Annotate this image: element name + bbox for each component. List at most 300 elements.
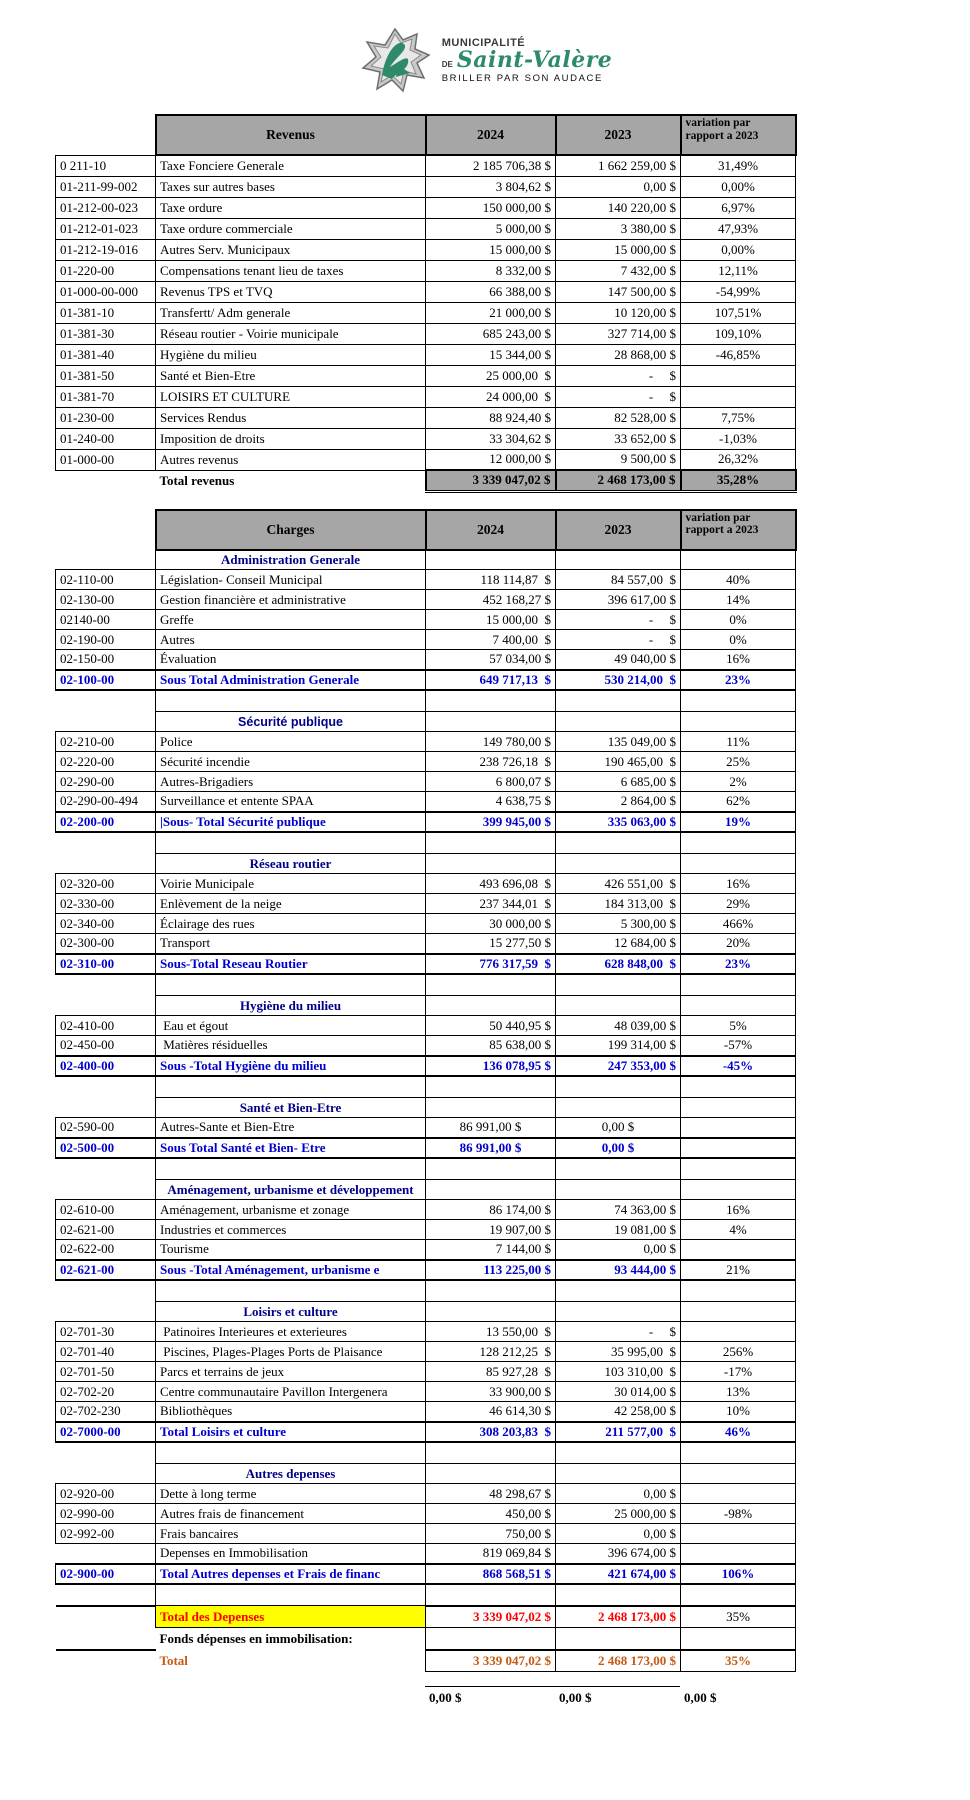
cell-2024: 57 034,00 $ <box>426 650 556 670</box>
cell-label: Bibliothèques <box>156 1402 426 1422</box>
cell-variation: 46% <box>681 1422 796 1442</box>
charges-row <box>56 570 796 590</box>
cell-2023: 135 049,00 $ <box>556 732 681 752</box>
cell-2023: 2 864,00 $ <box>556 792 681 812</box>
cell-empty <box>556 1280 681 1302</box>
section-title: Hygiène du milieu <box>156 996 426 1016</box>
cell-label: Patinoires Interieures et exterieures <box>156 1322 426 1342</box>
cell-2023: 211 577,00 $ <box>556 1422 681 1442</box>
cell-empty <box>556 1158 681 1180</box>
cell-empty <box>556 832 681 854</box>
revenus-header-row <box>56 115 796 155</box>
cell-variation: 20% <box>681 934 796 954</box>
charges-section-row <box>56 996 796 1016</box>
cell-label: Transfertt/ Adm generale <box>156 302 426 323</box>
cell-account-code: 02-410-00 <box>56 1016 156 1036</box>
cell-2024: 7 144,00 $ <box>426 1240 556 1260</box>
cell-label: Depenses en Immobilisation <box>156 1544 426 1564</box>
municipality-logo-icon <box>358 27 432 95</box>
cell-account-code: 02-100-00 <box>56 670 156 690</box>
cell-2024 <box>426 550 556 570</box>
cell-variation: -57% <box>681 1036 796 1056</box>
charges-row <box>56 1484 796 1504</box>
cell-2023: 103 310,00 $ <box>556 1362 681 1382</box>
cell-empty <box>681 1280 796 1302</box>
cell-2023 <box>556 1464 681 1484</box>
cell-2023: 140 220,00 $ <box>556 197 681 218</box>
charges-row <box>56 914 796 934</box>
charges-subtotal-row <box>56 1260 796 1280</box>
cell-2024: 5 000,00 $ <box>426 218 556 239</box>
cell-2024: 15 277,50 $ <box>426 934 556 954</box>
cell-2024: 819 069,84 $ <box>426 1544 556 1564</box>
cell-2024: 399 945,00 $ <box>426 812 556 832</box>
cell-label: Sous -Total Aménagement, urbanisme e <box>156 1260 426 1280</box>
cell-label: Eau et égout <box>156 1016 426 1036</box>
cell-empty <box>56 550 156 570</box>
cell-empty <box>681 974 796 996</box>
column-variation: variation par rapport a 2023 <box>681 510 796 550</box>
revenue-row <box>56 155 796 176</box>
cell-label: Sécurité incendie <box>156 752 426 772</box>
revenue-row <box>56 176 796 197</box>
cell-2023: 25 000,00 $ <box>556 1504 681 1524</box>
cell-2024: 450,00 $ <box>426 1504 556 1524</box>
cell-label: Matières résiduelles <box>156 1036 426 1056</box>
cell-label: Frais bancaires <box>156 1524 426 1544</box>
cell-2023: - $ <box>556 630 681 650</box>
cell-label: Sous-Total Reseau Routier <box>156 954 426 974</box>
header-empty-cell <box>56 115 156 155</box>
revenus-table <box>55 114 797 493</box>
cell-label: Sous Total Administration Generale <box>156 670 426 690</box>
cell-2023: 2 468 173,00 $ <box>556 470 681 491</box>
cell-2024: 128 212,25 $ <box>426 1342 556 1362</box>
charges-row <box>56 792 796 812</box>
cell-2024 <box>426 1464 556 1484</box>
cell-2024: 7 400,00 $ <box>426 630 556 650</box>
cell-2024: 25 000,00 $ <box>426 365 556 386</box>
cell-2024: 237 344,01 $ <box>426 894 556 914</box>
cell-2023: 6 685,00 $ <box>556 772 681 792</box>
charges-section-row <box>56 712 796 732</box>
cell-2024: 30 000,00 $ <box>426 914 556 934</box>
cell-label: Surveillance et entente SPAA <box>156 792 426 812</box>
charges-subtotal-row <box>56 812 796 832</box>
cell-2024: 15 344,00 $ <box>426 344 556 365</box>
cell-label: Parcs et terrains de jeux <box>156 1362 426 1382</box>
cell-account-code: 02-702-20 <box>56 1382 156 1402</box>
cell-empty <box>56 1076 156 1098</box>
cell-label: Réseau routier - Voirie municipale <box>156 323 426 344</box>
cell-2023 <box>556 1628 681 1650</box>
charges-header-row <box>56 510 796 550</box>
cell-account-code: 01-000-00 <box>56 449 156 470</box>
cell-label: Taxe ordure <box>156 197 426 218</box>
cell-label: Autres revenus <box>156 449 426 470</box>
cell-label: Législation- Conseil Municipal <box>156 570 426 590</box>
cell-2023: 0,00 $ <box>556 176 681 197</box>
charges-row <box>56 1036 796 1056</box>
cell-2023: 1 662 259,00 $ <box>556 155 681 176</box>
cell-2024 <box>426 1098 556 1118</box>
cell-2024: 66 388,00 $ <box>426 281 556 302</box>
cell-empty <box>156 1280 426 1302</box>
cell-2024: 2 185 706,38 $ <box>426 155 556 176</box>
header-empty-cell <box>56 510 156 550</box>
cell-variation: 13% <box>681 1382 796 1402</box>
cell-variation: -1,03% <box>681 428 796 449</box>
cell-account-code <box>56 1544 156 1564</box>
cell-empty <box>56 1442 156 1464</box>
cell-empty <box>556 690 681 712</box>
charges-row <box>56 1402 796 1422</box>
cell-account-code: 02-400-00 <box>56 1056 156 1076</box>
cell-label: Taxe Fonciere Generale <box>156 155 426 176</box>
cell-empty <box>56 1098 156 1118</box>
cell-variation <box>681 1302 796 1322</box>
cell-2024: 3 339 047,02 $ <box>426 1650 556 1672</box>
cell-2024: 868 568,51 $ <box>426 1564 556 1584</box>
cell-2023: 335 063,00 $ <box>556 812 681 832</box>
charges-section-row <box>56 1098 796 1118</box>
cell-variation <box>681 996 796 1016</box>
cell-empty <box>156 974 426 996</box>
cell-empty <box>426 1076 556 1098</box>
cell-variation: 2% <box>681 772 796 792</box>
funds-label: Fonds dépenses en immobilisation: <box>159 1630 353 1646</box>
grand-total-label: Total <box>159 1652 188 1668</box>
cell-account-code: 01-240-00 <box>56 428 156 449</box>
charges-row <box>56 630 796 650</box>
cell-empty <box>155 1687 425 1709</box>
charges-row <box>56 732 796 752</box>
charges-row <box>56 1016 796 1036</box>
cell-2023: 42 258,00 $ <box>556 1402 681 1422</box>
cell-variation: 29% <box>681 894 796 914</box>
cell-empty <box>56 1606 156 1628</box>
cell-2024: 48 298,67 $ <box>426 1484 556 1504</box>
cell-2024: 649 717,13 $ <box>426 670 556 690</box>
cell-variation: 21% <box>681 1260 796 1280</box>
cell-label: Autres-Sante et Bien-Etre <box>156 1118 426 1138</box>
cell-2023: 82 528,00 $ <box>556 407 681 428</box>
cell-2023: 9 500,00 $ <box>556 449 681 470</box>
cell-label: Imposition de droits <box>156 428 426 449</box>
charges-row <box>56 610 796 630</box>
cell-variation: 26,32% <box>681 449 796 470</box>
charges-row <box>56 1240 796 1260</box>
revenue-row <box>56 365 796 386</box>
charges-subtotal-row <box>56 1138 796 1158</box>
charges-section-row <box>56 550 796 570</box>
cell-2023: 421 674,00 $ <box>556 1564 681 1584</box>
cell-empty <box>55 1687 155 1709</box>
spacer-row <box>56 690 796 712</box>
cell-2024 <box>426 1302 556 1322</box>
cell-label: Police <box>156 732 426 752</box>
cell-variation: 10% <box>681 1402 796 1422</box>
cell-2024: 308 203,83 $ <box>426 1422 556 1442</box>
column-2024: 2024 <box>426 115 556 155</box>
cell-variation <box>681 1180 796 1200</box>
cell-2023: 2 468 173,00 $ <box>556 1606 681 1628</box>
cell-empty <box>156 832 426 854</box>
cell-variation <box>681 1464 796 1484</box>
cell-2024: 33 304,62 $ <box>426 428 556 449</box>
cell-empty <box>56 1464 156 1484</box>
cell-2023: 396 617,00 $ <box>556 590 681 610</box>
cell-account-code: 02-621-00 <box>56 1220 156 1240</box>
cell-2023: 0,00 $ <box>556 1118 681 1138</box>
logo-text-block <box>442 38 613 85</box>
cell-empty <box>681 1076 796 1098</box>
cell-account-code: 02-622-00 <box>56 1240 156 1260</box>
cell-2023: 147 500,00 $ <box>556 281 681 302</box>
column-2024: 2024 <box>426 510 556 550</box>
cell-2023: 84 557,00 $ <box>556 570 681 590</box>
grand-total-row <box>56 1650 796 1672</box>
cell-2024: 88 924,40 $ <box>426 407 556 428</box>
charges-row <box>56 590 796 610</box>
cell-account-code: 02-320-00 <box>56 874 156 894</box>
cell-2024: 776 317,59 $ <box>426 954 556 974</box>
cell-2023: - $ <box>556 365 681 386</box>
cell-account-code: 02-110-00 <box>56 570 156 590</box>
column-2023: 2023 <box>556 115 681 155</box>
charges-row <box>56 1118 796 1138</box>
cell-variation <box>681 550 796 570</box>
cell-variation: 107,51% <box>681 302 796 323</box>
spacer-row <box>56 832 796 854</box>
cell-empty <box>681 1442 796 1464</box>
cell-2024: 3 339 047,02 $ <box>426 470 556 491</box>
revenue-row <box>56 197 796 218</box>
cell-2023 <box>556 1098 681 1118</box>
cell-variation: 5% <box>681 1016 796 1036</box>
cell-label: Total Autres depenses et Frais de financ <box>156 1564 426 1584</box>
column-variation: variation par rapport a 2023 <box>681 115 796 155</box>
cell-2024: 493 696,08 $ <box>426 874 556 894</box>
cell-variation: 40% <box>681 570 796 590</box>
cell-account-code: 02-590-00 <box>56 1118 156 1138</box>
cell-label: Sous Total Santé et Bien- Etre <box>156 1138 426 1158</box>
cell-account-code: 02-7000-00 <box>56 1422 156 1442</box>
cell-2024: 15 000,00 $ <box>426 239 556 260</box>
cell-variation <box>681 386 796 407</box>
cell-label: Autres frais de financement <box>156 1504 426 1524</box>
section-title: Administration Generale <box>156 550 426 570</box>
cell-account-code: 01-230-00 <box>56 407 156 428</box>
cell-variation: 4% <box>681 1220 796 1240</box>
section-title: Réseau routier <box>156 854 426 874</box>
cell-2024: 685 243,00 $ <box>426 323 556 344</box>
cell-2023: - $ <box>556 610 681 630</box>
cell-account-code: 02-150-00 <box>56 650 156 670</box>
cell-2024 <box>426 712 556 732</box>
cell-account-code: 01-212-19-016 <box>56 239 156 260</box>
cell-empty <box>56 712 156 732</box>
cell-variation: 11% <box>681 732 796 752</box>
cell-label: Tourisme <box>156 1240 426 1260</box>
spacer-row <box>56 1158 796 1180</box>
cell-account-code: 02-900-00 <box>56 1564 156 1584</box>
cell-label: Total Loisirs et culture <box>156 1422 426 1442</box>
cell-label: Revenus TPS et TVQ <box>156 281 426 302</box>
cell-empty <box>426 1158 556 1180</box>
spacer-row <box>56 1584 796 1606</box>
cell-2023: 199 314,00 $ <box>556 1036 681 1056</box>
cell-empty <box>556 1442 681 1464</box>
cell-variation: 7,75% <box>681 407 796 428</box>
cell-2024: 21 000,00 $ <box>426 302 556 323</box>
cell-label: Évaluation <box>156 650 426 670</box>
revenue-row <box>56 260 796 281</box>
revenus-title: Revenus <box>156 115 426 155</box>
cell-2023: 426 551,00 $ <box>556 874 681 894</box>
cell-variation: 109,10% <box>681 323 796 344</box>
cell-empty <box>56 690 156 712</box>
cell-2023 <box>556 712 681 732</box>
cell-2024: 86 991,00 $ <box>426 1138 556 1158</box>
cell-empty <box>56 832 156 854</box>
cell-label: Éclairage des rues <box>156 914 426 934</box>
charges-section-row <box>56 1302 796 1322</box>
cell-variation: 14% <box>681 590 796 610</box>
cell-account-code: 02-992-00 <box>56 1524 156 1544</box>
cell-variation: -17% <box>681 1362 796 1382</box>
cell-variation: 62% <box>681 792 796 812</box>
charges-row <box>56 752 796 772</box>
cell-2023: 15 000,00 $ <box>556 239 681 260</box>
cell-variation: 0,00% <box>681 239 796 260</box>
cell-account-code: 02-920-00 <box>56 1484 156 1504</box>
cell-account-code: 01-381-40 <box>56 344 156 365</box>
cell-2024: 113 225,00 $ <box>426 1260 556 1280</box>
cell-empty <box>426 690 556 712</box>
cell-account-code: 0 211-10 <box>56 155 156 176</box>
charges-row <box>56 650 796 670</box>
cell-2023 <box>556 1302 681 1322</box>
section-title: Loisirs et culture <box>156 1302 426 1322</box>
cell-empty <box>681 832 796 854</box>
cell-2024: 15 000,00 $ <box>426 610 556 630</box>
charges-row <box>56 1504 796 1524</box>
cell-label: Santé et Bien-Etre <box>156 365 426 386</box>
cell-account-code: 01-381-10 <box>56 302 156 323</box>
cell-2023: - $ <box>556 386 681 407</box>
cell-2024: 12 000,00 $ <box>426 449 556 470</box>
cell-empty <box>556 1076 681 1098</box>
charges-row <box>56 1322 796 1342</box>
charges-row <box>56 1220 796 1240</box>
cell-empty <box>426 974 556 996</box>
cell-variation <box>681 1628 796 1650</box>
cell-label: |Sous- Total Sécurité publique <box>156 812 426 832</box>
cell-variation <box>681 712 796 732</box>
revenue-row <box>56 449 796 470</box>
total-expenses-row <box>56 1606 796 1628</box>
cell-2023 <box>556 1180 681 1200</box>
cell-2023: 33 652,00 $ <box>556 428 681 449</box>
cell-variation: 35,28% <box>681 470 796 491</box>
cell-2024: 3 804,62 $ <box>426 176 556 197</box>
cell-2024 <box>426 854 556 874</box>
cell-2024: 33 900,00 $ <box>426 1382 556 1402</box>
cell-total-label: Total revenus <box>159 472 235 488</box>
cell-empty <box>56 1158 156 1180</box>
cell-2023: 10 120,00 $ <box>556 302 681 323</box>
cell-2024: 452 168,27 $ <box>426 590 556 610</box>
cell-empty <box>156 690 426 712</box>
cell-2024: 6 800,07 $ <box>426 772 556 792</box>
cell-account-code: 01-211-99-002 <box>56 176 156 197</box>
charges-subtotal-row <box>56 954 796 974</box>
section-title: Santé et Bien-Etre <box>156 1098 426 1118</box>
cell-variation: 0% <box>681 610 796 630</box>
spacer-row <box>56 1280 796 1302</box>
cell-empty <box>56 1280 156 1302</box>
cell-2023: 327 714,00 $ <box>556 323 681 344</box>
cell-account-code: 01-381-30 <box>56 323 156 344</box>
cell-account-code: 02-701-40 <box>56 1342 156 1362</box>
cell-variation <box>681 1138 796 1158</box>
cell-2024: 86 174,00 $ <box>426 1200 556 1220</box>
cell-empty <box>56 1180 156 1200</box>
cell-label: Enlèvement de la neige <box>156 894 426 914</box>
cell-variation: 466% <box>681 914 796 934</box>
cell-2024: 4 638,75 $ <box>426 792 556 812</box>
cell-2023: 7 432,00 $ <box>556 260 681 281</box>
charges-section-row <box>56 1464 796 1484</box>
spacer-row <box>56 974 796 996</box>
cell-label: Voirie Municipale <box>156 874 426 894</box>
cell-account-code: 02-190-00 <box>56 630 156 650</box>
cell-account-code: 01-381-70 <box>56 386 156 407</box>
cell-variation <box>681 854 796 874</box>
cell-empty <box>56 854 156 874</box>
cell-account-code: 02-701-30 <box>56 1322 156 1342</box>
cell-2023: 19 081,00 $ <box>556 1220 681 1240</box>
cell-2024 <box>426 1628 556 1650</box>
cell-2023: 2 468 173,00 $ <box>556 1650 681 1672</box>
cell-empty <box>156 1076 426 1098</box>
cell-empty <box>156 1158 426 1180</box>
section-title: Aménagement, urbanisme et développement <box>156 1180 426 1200</box>
cell-label: Gestion financière et administrative <box>156 590 426 610</box>
cell-variation: 47,93% <box>681 218 796 239</box>
cell-2024: 136 078,95 $ <box>426 1056 556 1076</box>
cell-label: Autres <box>156 630 426 650</box>
cell-variation <box>681 1098 796 1118</box>
cell-empty <box>156 1442 426 1464</box>
cell-2023: 74 363,00 $ <box>556 1200 681 1220</box>
cell-label: Taxe ordure commerciale <box>156 218 426 239</box>
cell-2023: 93 444,00 $ <box>556 1260 681 1280</box>
municipality-logo <box>0 0 970 100</box>
section-title: Sécurité publique <box>156 712 426 732</box>
cell-label: Sous -Total Hygiène du milieu <box>156 1056 426 1076</box>
cell-account-code: 02-200-00 <box>56 812 156 832</box>
cell-2023: 48 039,00 $ <box>556 1016 681 1036</box>
cell-variation: 16% <box>681 650 796 670</box>
cell-2023: 49 040,00 $ <box>556 650 681 670</box>
cell-account-code: 02-702-230 <box>56 1402 156 1422</box>
cell-2024: 8 332,00 $ <box>426 260 556 281</box>
cell-label: Greffe <box>156 610 426 630</box>
cell-variation: -54,99% <box>681 281 796 302</box>
charges-row <box>56 1544 796 1564</box>
